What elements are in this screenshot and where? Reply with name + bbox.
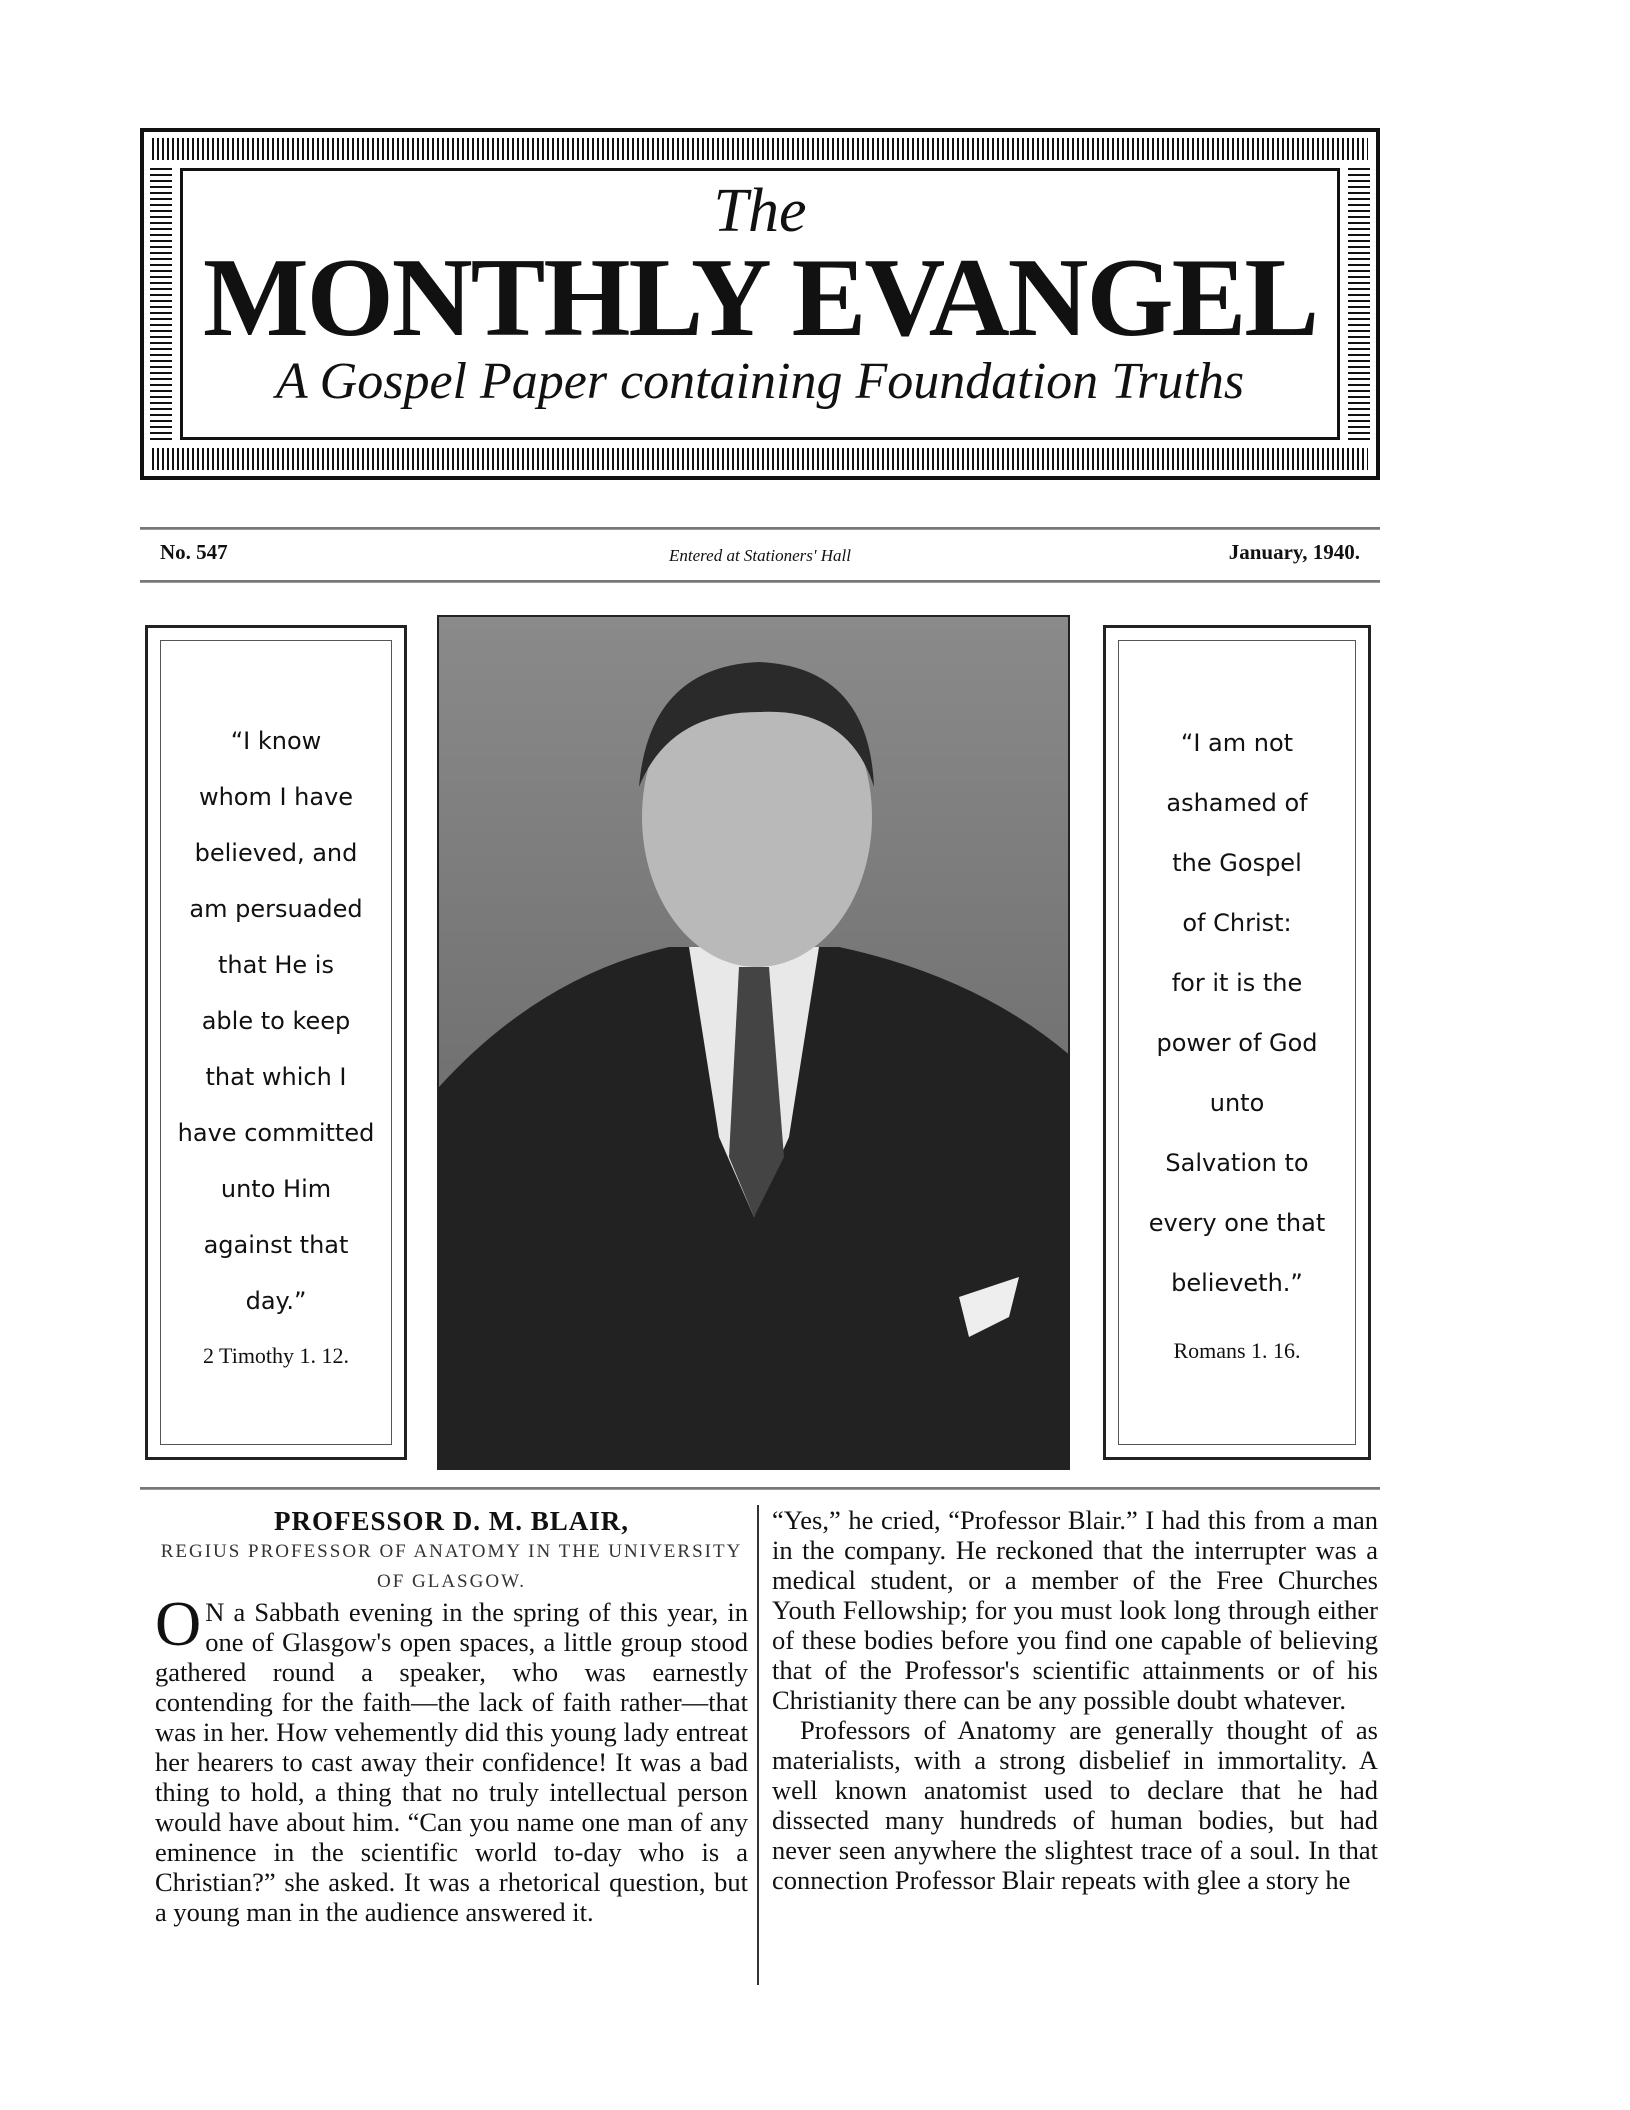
quote-line: unto Him (220, 1175, 332, 1203)
article-subtitle: REGIUS PROFESSOR OF ANATOMY IN THE UNIVERSITY OF GLASGOW. (160, 1541, 743, 1592)
issue-number: No. 547 (160, 540, 228, 564)
article-column-right (772, 1505, 1378, 1895)
quote-line: able to keep (201, 1007, 351, 1035)
quote-line: every one that (1148, 1209, 1326, 1237)
portrait-photo (437, 615, 1070, 1470)
article-paragraph: Professors of Anatomy are generally thought of as materialists, with a strong disbelief in immortality. A well known anatomist used to declare that he had dissected many hundreds of human bodies, but had never seen anywhere the slightest trace of a soul. In that connection Professor Blair repeats with glee a story he (772, 1715, 1378, 1895)
left-quote-reference: 2 Timothy 1. 12. (202, 1343, 350, 1368)
quote-line: the Gospel (1172, 849, 1302, 877)
drop-cap: O (155, 1588, 202, 1659)
ornament-border-bottom (152, 448, 1368, 470)
rule (140, 1487, 1380, 1490)
masthead-subtitle: A Gospel Paper containing Foundation Truths (275, 353, 1245, 410)
masthead-the: The (713, 177, 807, 245)
quote-line: “I am not (1180, 729, 1294, 757)
article-paragraph: O N a Sabbath evening in the spring of this year, in one of Glasgow's open spaces, a little group stood gathered round a speaker, who was earnestly contending for the faith—the lack of faith rather—that was in her. How vehemently did this young lady entreat her hearers to cast away their confidence! It was a bad thing to hold, a thing that no truly intellectual person would have about him. “Can you name one man of any eminence in the scientific world to-day who is a Christian?” she asked. It was a rhetorical question, but a young man in the audience answered it. (155, 1588, 748, 1927)
masthead (140, 128, 1380, 480)
quote-line: unto (1209, 1089, 1265, 1117)
quote-line: have committed (177, 1119, 375, 1147)
left-quote-box (145, 625, 407, 1460)
right-quote (1106, 713, 1368, 1313)
quote-line: “I know (230, 727, 322, 755)
quote-line: that which I (205, 1063, 347, 1091)
masthead-title: MONTHLY EVANGEL (202, 236, 1318, 360)
portrait-figure (439, 617, 1070, 1470)
quote-line: believeth.” (1171, 1269, 1303, 1297)
quote-line: of Christ: (1182, 909, 1292, 937)
right-quote-reference: Romans 1. 16. (1173, 1338, 1301, 1363)
entered-note: Entered at Stationers' Hall (669, 546, 851, 565)
quote-line: that He is (218, 951, 334, 979)
quote-line: against that (203, 1231, 349, 1259)
quote-line: ashamed of (1166, 789, 1308, 817)
quote-line: Salvation to (1165, 1149, 1309, 1177)
issue-date: January, 1940. (1228, 540, 1360, 564)
article-column-left (155, 1505, 748, 1927)
ornament-border-top (152, 138, 1368, 160)
quote-line: for it is the (1171, 969, 1303, 997)
quote-line: believed, and (194, 839, 358, 867)
rule (140, 527, 1380, 530)
left-quote (148, 713, 404, 1329)
quote-line: day.” (245, 1287, 307, 1315)
article-title: PROFESSOR D. M. BLAIR, (273, 1506, 630, 1536)
column-divider (757, 1505, 759, 1985)
right-quote-box (1103, 625, 1371, 1460)
quote-line: power of God (1156, 1029, 1318, 1057)
article-paragraph: “Yes,” he cried, “Professor Blair.” I had this from a man in the company. He reckoned that the interrupter was a medical student, or a member of the Free Churches Youth Fellowship; for you must look long through either of these bodies before you find one capable of believing that of the Professor's scientific attainments or of his Christianity there can be any possible doubt whatever. (772, 1505, 1378, 1715)
rule (140, 580, 1380, 583)
quote-line: am persuaded (189, 895, 363, 923)
quote-line: whom I have (198, 783, 354, 811)
